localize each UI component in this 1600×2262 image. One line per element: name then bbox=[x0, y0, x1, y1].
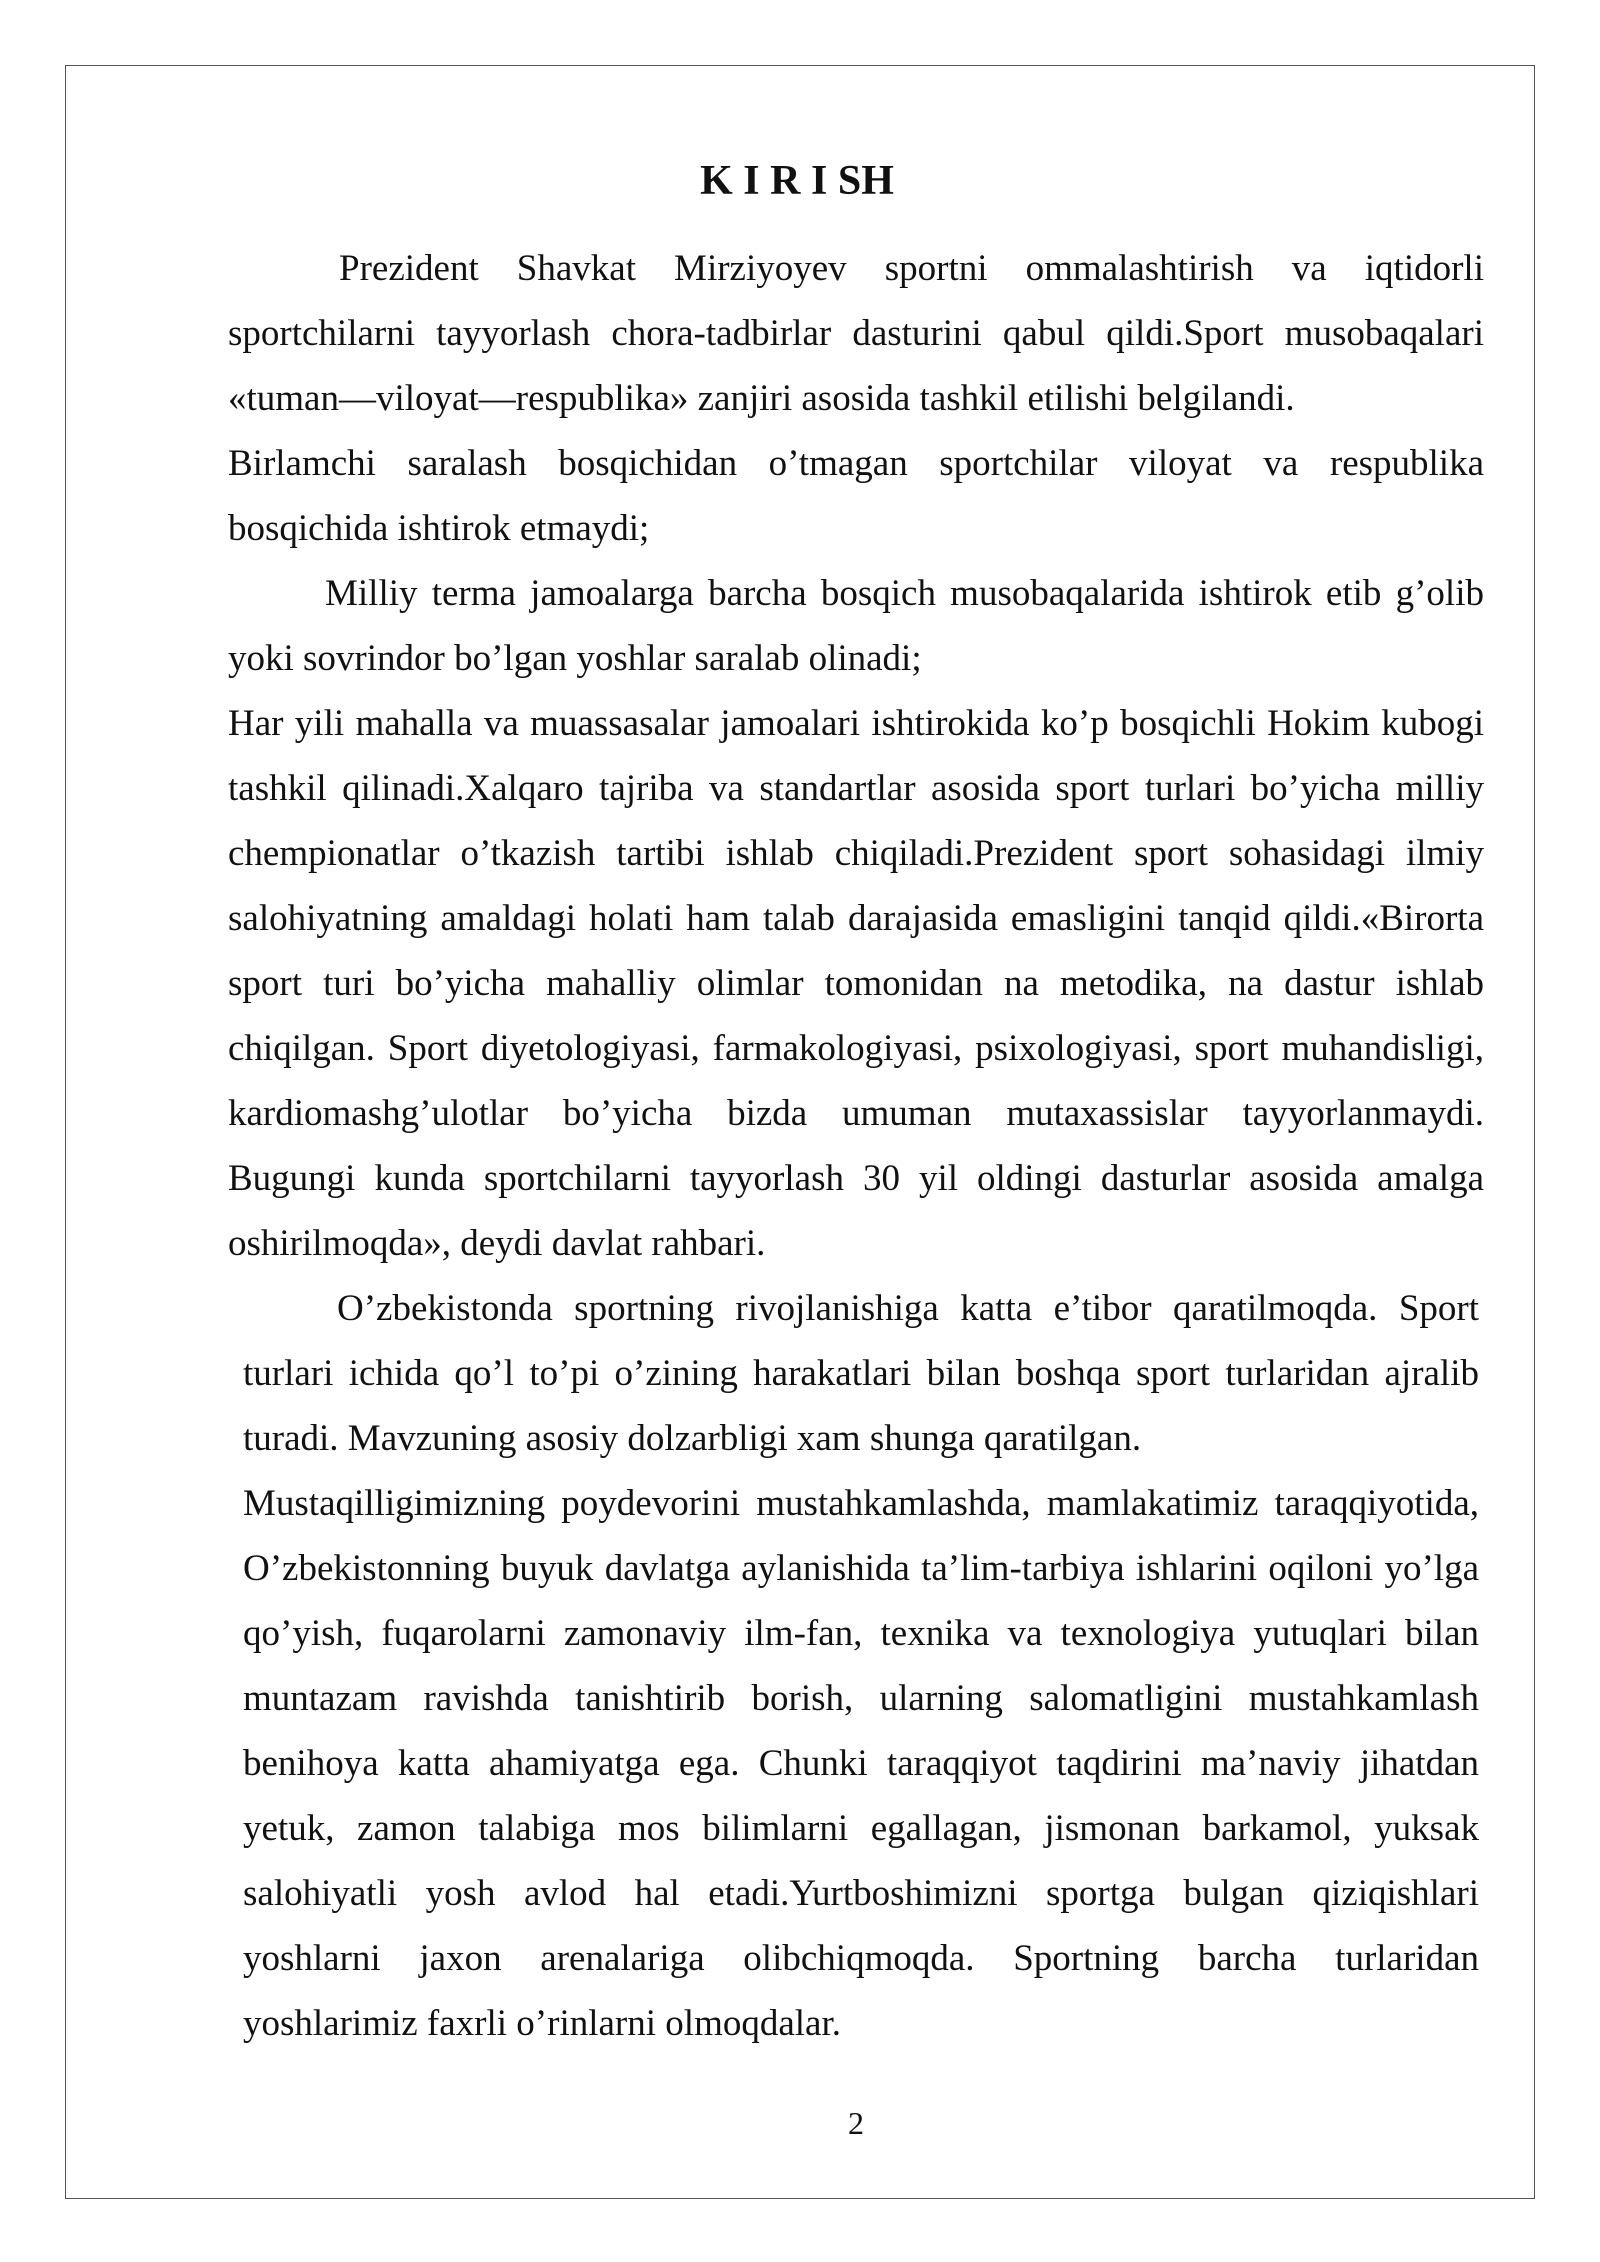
paragraph bbox=[243, 1471, 1479, 2056]
text-line: sportchilarni tayyorlash chora-tadbirlar dasturini qabul qildi.Sport musobaqalari bbox=[228, 313, 1484, 354]
text-line: O’zbekistonda sportning rivojlanishiga katta e’tibor qaratilmoqda. Sport bbox=[337, 1288, 1479, 1329]
paragraph bbox=[228, 431, 1484, 561]
text-line: turlari ichida qo’l to’pi o’zining harakatlari bilan boshqa sport turlaridan ajralib bbox=[243, 1353, 1479, 1394]
text-line: qo’yish, fuqarolarni zamonaviy ilm-fan, texnika va texnologiya yutuqlari bilan bbox=[243, 1613, 1479, 1654]
page-title: K I R I SH bbox=[700, 158, 894, 204]
text-line: tashkil qilinadi.Xalqaro tajriba va standartlar asosida sport turlari bo’yicha milliy bbox=[228, 768, 1484, 809]
text-line: «tuman—viloyat—respublika» zanjiri asosida tashkil etilishi belgilandi. bbox=[228, 378, 1295, 419]
paragraph bbox=[228, 561, 1484, 691]
page-number: 2 bbox=[848, 2105, 864, 2141]
text-line: oshirilmoqda», deydi davlat rahbari. bbox=[228, 1223, 766, 1264]
text-line: Bugungi kunda sportchilarni tayyorlash 30 yil oldingi dasturlar asosida amalga bbox=[228, 1158, 1484, 1199]
text-line: Prezident Shavkat Mirziyoyev sportni ommalashtirish va iqtidorli bbox=[339, 248, 1484, 289]
text-line: bosqichida ishtirok etmaydi; bbox=[228, 508, 650, 549]
text-line: salohiyatli yosh avlod hal etadi.Yurtboshimizni sportga bulgan qiziqishlari bbox=[243, 1873, 1479, 1914]
text-line: muntazam ravishda tanishtirib borish, ularning salomatligini mustahkamlash bbox=[243, 1678, 1479, 1719]
text-section bbox=[243, 1276, 1479, 2056]
text-line: Har yili mahalla va muassasalar jamoalari ishtirokida ko’p bosqichli Hokim kubogi bbox=[228, 703, 1484, 744]
text-line: Mustaqilligimizning poydevorini mustahkamlashda, mamlakatimiz taraqqiyotida, bbox=[243, 1483, 1479, 1524]
text-line: yoshlarni jaxon arenalariga olibchiqmoqda. Sportning barcha turlaridan bbox=[243, 1938, 1479, 1979]
text-line: yoki sovrindor bo’lgan yoshlar saralab olinadi; bbox=[228, 638, 922, 679]
paragraph bbox=[228, 691, 1484, 1276]
paragraph bbox=[228, 236, 1484, 431]
text-line: chiqilgan. Sport diyetologiyasi, farmakologiyasi, psixologiyasi, sport muhandisligi, bbox=[228, 1028, 1484, 1069]
text-line: kardiomashg’ulotlar bo’yicha bizda umuman mutaxassislar tayyorlanmaydi. bbox=[228, 1093, 1484, 1134]
text-section bbox=[228, 236, 1484, 1276]
text-line: yetuk, zamon talabiga mos bilimlarni egallagan, jismonan barkamol, yuksak bbox=[243, 1808, 1479, 1849]
text-line: turadi. Mavzuning asosiy dolzarbligi xam shunga qaratilgan. bbox=[243, 1418, 1142, 1459]
paragraph bbox=[243, 1276, 1479, 1471]
text-line: Birlamchi saralash bosqichidan o’tmagan sportchilar viloyat va respublika bbox=[228, 443, 1484, 484]
text-line: salohiyatning amaldagi holati ham talab darajasida emasligini tanqid qildi.«Birorta bbox=[228, 898, 1484, 939]
text-line: chempionatlar o’tkazish tartibi ishlab chiqiladi.Prezident sport sohasidagi ilmiy bbox=[228, 833, 1484, 874]
text-line: O’zbekistonning buyuk davlatga aylanishida ta’lim-tarbiya ishlarini oqiloni yo’lga bbox=[243, 1548, 1479, 1589]
text-line: yoshlarimiz faxrli o’rinlarni olmoqdalar. bbox=[243, 2003, 841, 2044]
text-line: sport turi bo’yicha mahalliy olimlar tomonidan na metodika, na dastur ishlab bbox=[228, 963, 1484, 1004]
text-line: Milliy terma jamoalarga barcha bosqich musobaqalarida ishtirok etib g’olib bbox=[325, 573, 1484, 614]
text-line: benihoya katta ahamiyatga ega. Chunki taraqqiyot taqdirini ma’naviy jihatdan bbox=[243, 1743, 1479, 1784]
